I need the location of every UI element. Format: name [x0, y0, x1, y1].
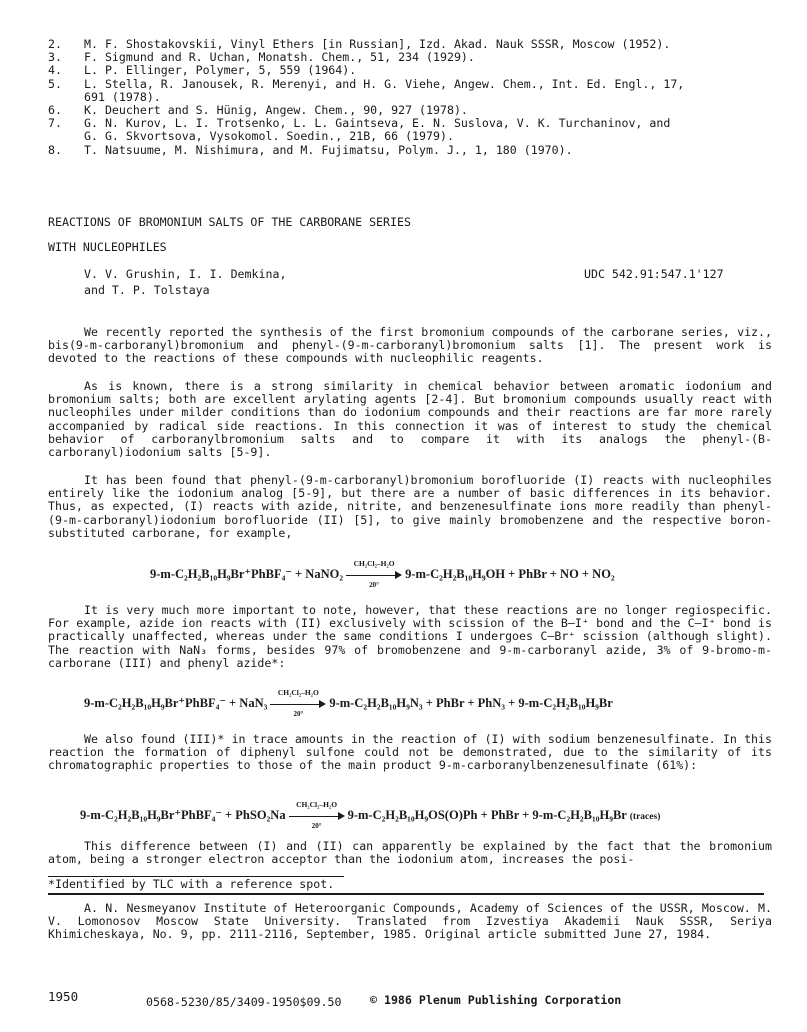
reference-item: 2. M. F. Shostakovskii, Vinyl Ethers [in Russian], Izd. Akad. Nauk SSSR, Moscow (1952).	[48, 37, 671, 51]
equation-3: 9-m-C₂H₂B₁₀H₉Br⁺PhBF₄⁻ + PhSO₂Na $\frac{\text{CH₂Cl₂–H₂O}}{20^\circ}$ 9-m-C₂H₂B₁₀H₉OS(O)Ph + PhBr + 9-m-C₂H₂B₁₀H₉Br (traces)	[80, 800, 661, 831]
affiliation-rule	[48, 893, 764, 895]
udc-code: UDC 542.91:547.1'127	[584, 267, 724, 281]
paragraph-3: It has been found that phenyl-(9-m-carboranyl)bromonium borofluoride (I) reacts with nucleophiles entirely like the iodonium analog [5-9], but there are a number of basic differences in its behavior. Thus, as expected, (I) reacts with azide, nitrite, and benzenesulfinate ions more readily than phenyl-(9-m-carboranyl)iodonium borofluoride (II) [5], to give mainly bromobenzene and the respective boron-substituted carborane, for example,	[48, 473, 772, 540]
reference-item: 4. L. P. Ellinger, Polymer, 5, 559 (1964).	[48, 63, 357, 78]
affiliation: A. N. Nesmeyanov Institute of Heteroorganic Compounds, Academy of Sciences of the USSR, Moscow. M. V. Lomonosov Moscow State University. Translated from Izvestiya Akademii Nauk SSSR, Seriya Khimicheskaya, No. 9, pp. 2111-2116, September, 1985. Original article submitted June 27, 1984.	[48, 901, 772, 942]
paragraph-1: We recently reported the synthesis of the first bromonium compounds of the carborane series, viz., bis(9-m-carboranyl)bromonium and phenyl-(9-m-carboranyl)bromonium salts [1]. The present work is devoted to the reactions of these compounds with nucleophilic reagents.	[48, 325, 772, 366]
reaction-arrow: $\frac{\text{CH₂Cl₂–H₂O}}{20^\circ}$	[270, 697, 326, 711]
article-title: REACTIONS OF BROMONIUM SALTS OF THE CARBORANE SERIES WITH NUCLEOPHILES	[48, 215, 411, 255]
article-authors: V. V. Grushin, I. I. Demkina, and T. P. Tolstaya	[84, 267, 287, 298]
copyright: © 1986 Plenum Publishing Corporation	[370, 993, 622, 1007]
page-number: 1950	[48, 989, 79, 1004]
reference-item: 6. K. Deuchert and S. Hünig, Angew. Chem., 90, 927 (1978).	[48, 103, 468, 118]
reaction-arrow: $\frac{\text{CH₂Cl₂–H₂O}}{20^\circ}$	[289, 809, 345, 823]
equation-2: 9-m-C₂H₂B₁₀H₉Br⁺PhBF₄⁻ + NaN₃ $\frac{\text{CH₂Cl₂–H₂O}}{20^\circ}$ 9-m-C₂H₂B₁₀H₉N₃ + PhBr + PhN₃ + 9-m-C₂H₂B₁₀H₉Br	[84, 688, 613, 719]
paragraph-6: This difference between (I) and (II) can apparently be explained by the fact that the bromonium atom, being a stronger electron acceptor than the iodonium atom, increases the posi-	[48, 839, 772, 867]
journal-code: 0568-5230/85/3409-1950$09.50	[146, 995, 342, 1009]
paragraph-5: We also found (III)* in trace amounts in the reaction of (I) with sodium benzenesulfinate. In this reaction the formation of diphenyl sulfone could not be demonstrated, due to the similarity of its chromatographic properties to those of the main product 9-m-carboranylbenzenesulfinate (61%):	[48, 732, 772, 773]
footnote: *Identified by TLC with a reference spot.	[48, 877, 335, 891]
reference-item: 5. L. Stella, R. Janousek, R. Merenyi, and H. G. Viehe, Angew. Chem., Int. Ed. Engl., 17, 691 (1978).	[48, 76, 685, 104]
paragraph-2: As is known, there is a strong similarity in chemical behavior between aromatic iodonium and bromonium salts; both are excellent arylating agents [2-4]. But bromonium compounds usually react with nucleophiles under milder conditions than do iodonium compounds and their reactions are far more rarely accompanied by radical side reactions. In this connection it was of interest to study the chemical behavior of carboranylbromonium salts and to compare it with its analogs the phenyl-(B-carboranyl)iodonium salts [5-9].	[48, 379, 772, 460]
reference-item: 8. T. Natsuume, M. Nishimura, and M. Fujimatsu, Polym. J., 1, 180 (1970).	[48, 142, 573, 157]
reference-item: 3. F. Sigmund and R. Uchan, Monatsh. Chem., 51, 234 (1929).	[48, 50, 475, 65]
reaction-arrow: $\frac{\text{CH₂Cl₂–H₂O}}{20^\circ}$	[346, 568, 402, 582]
paragraph-4: It is very much more important to note, however, that these reactions are no longer regiospecific. For example, azide ion reacts with (II) exclusively with scission of the B–I⁺ bond and the C–I⁺ bond is practically unaffected, whereas under the same conditions I undergoes C–Br⁺ scission (although slight). The reaction with NaN₃ forms, besides 97% of bromobenzene and 9-m-carboranyl azide, 3% of 9-bromo-m-carborane (III) and phenyl azide*:	[48, 603, 772, 670]
reference-list	[48, 38, 768, 157]
equation-1: 9-m-C₂H₂B₁₀H₉Br⁺PhBF₄⁻ + NaNO₂ $\frac{\text{CH₂Cl₂–H₂O}}{20^\circ}$ 9-m-C₂H₂B₁₀H₉OH + PhBr + NO + NO₂	[150, 559, 615, 590]
reference-item: 7. G. N. Kurov, L. I. Trotsenko, L. L. Gaintseva, E. N. Suslova, V. K. Turchaninov, and G. G. Skvortsova, Vysokomol. Soedin., 21B, 66 (1979).	[48, 116, 671, 144]
